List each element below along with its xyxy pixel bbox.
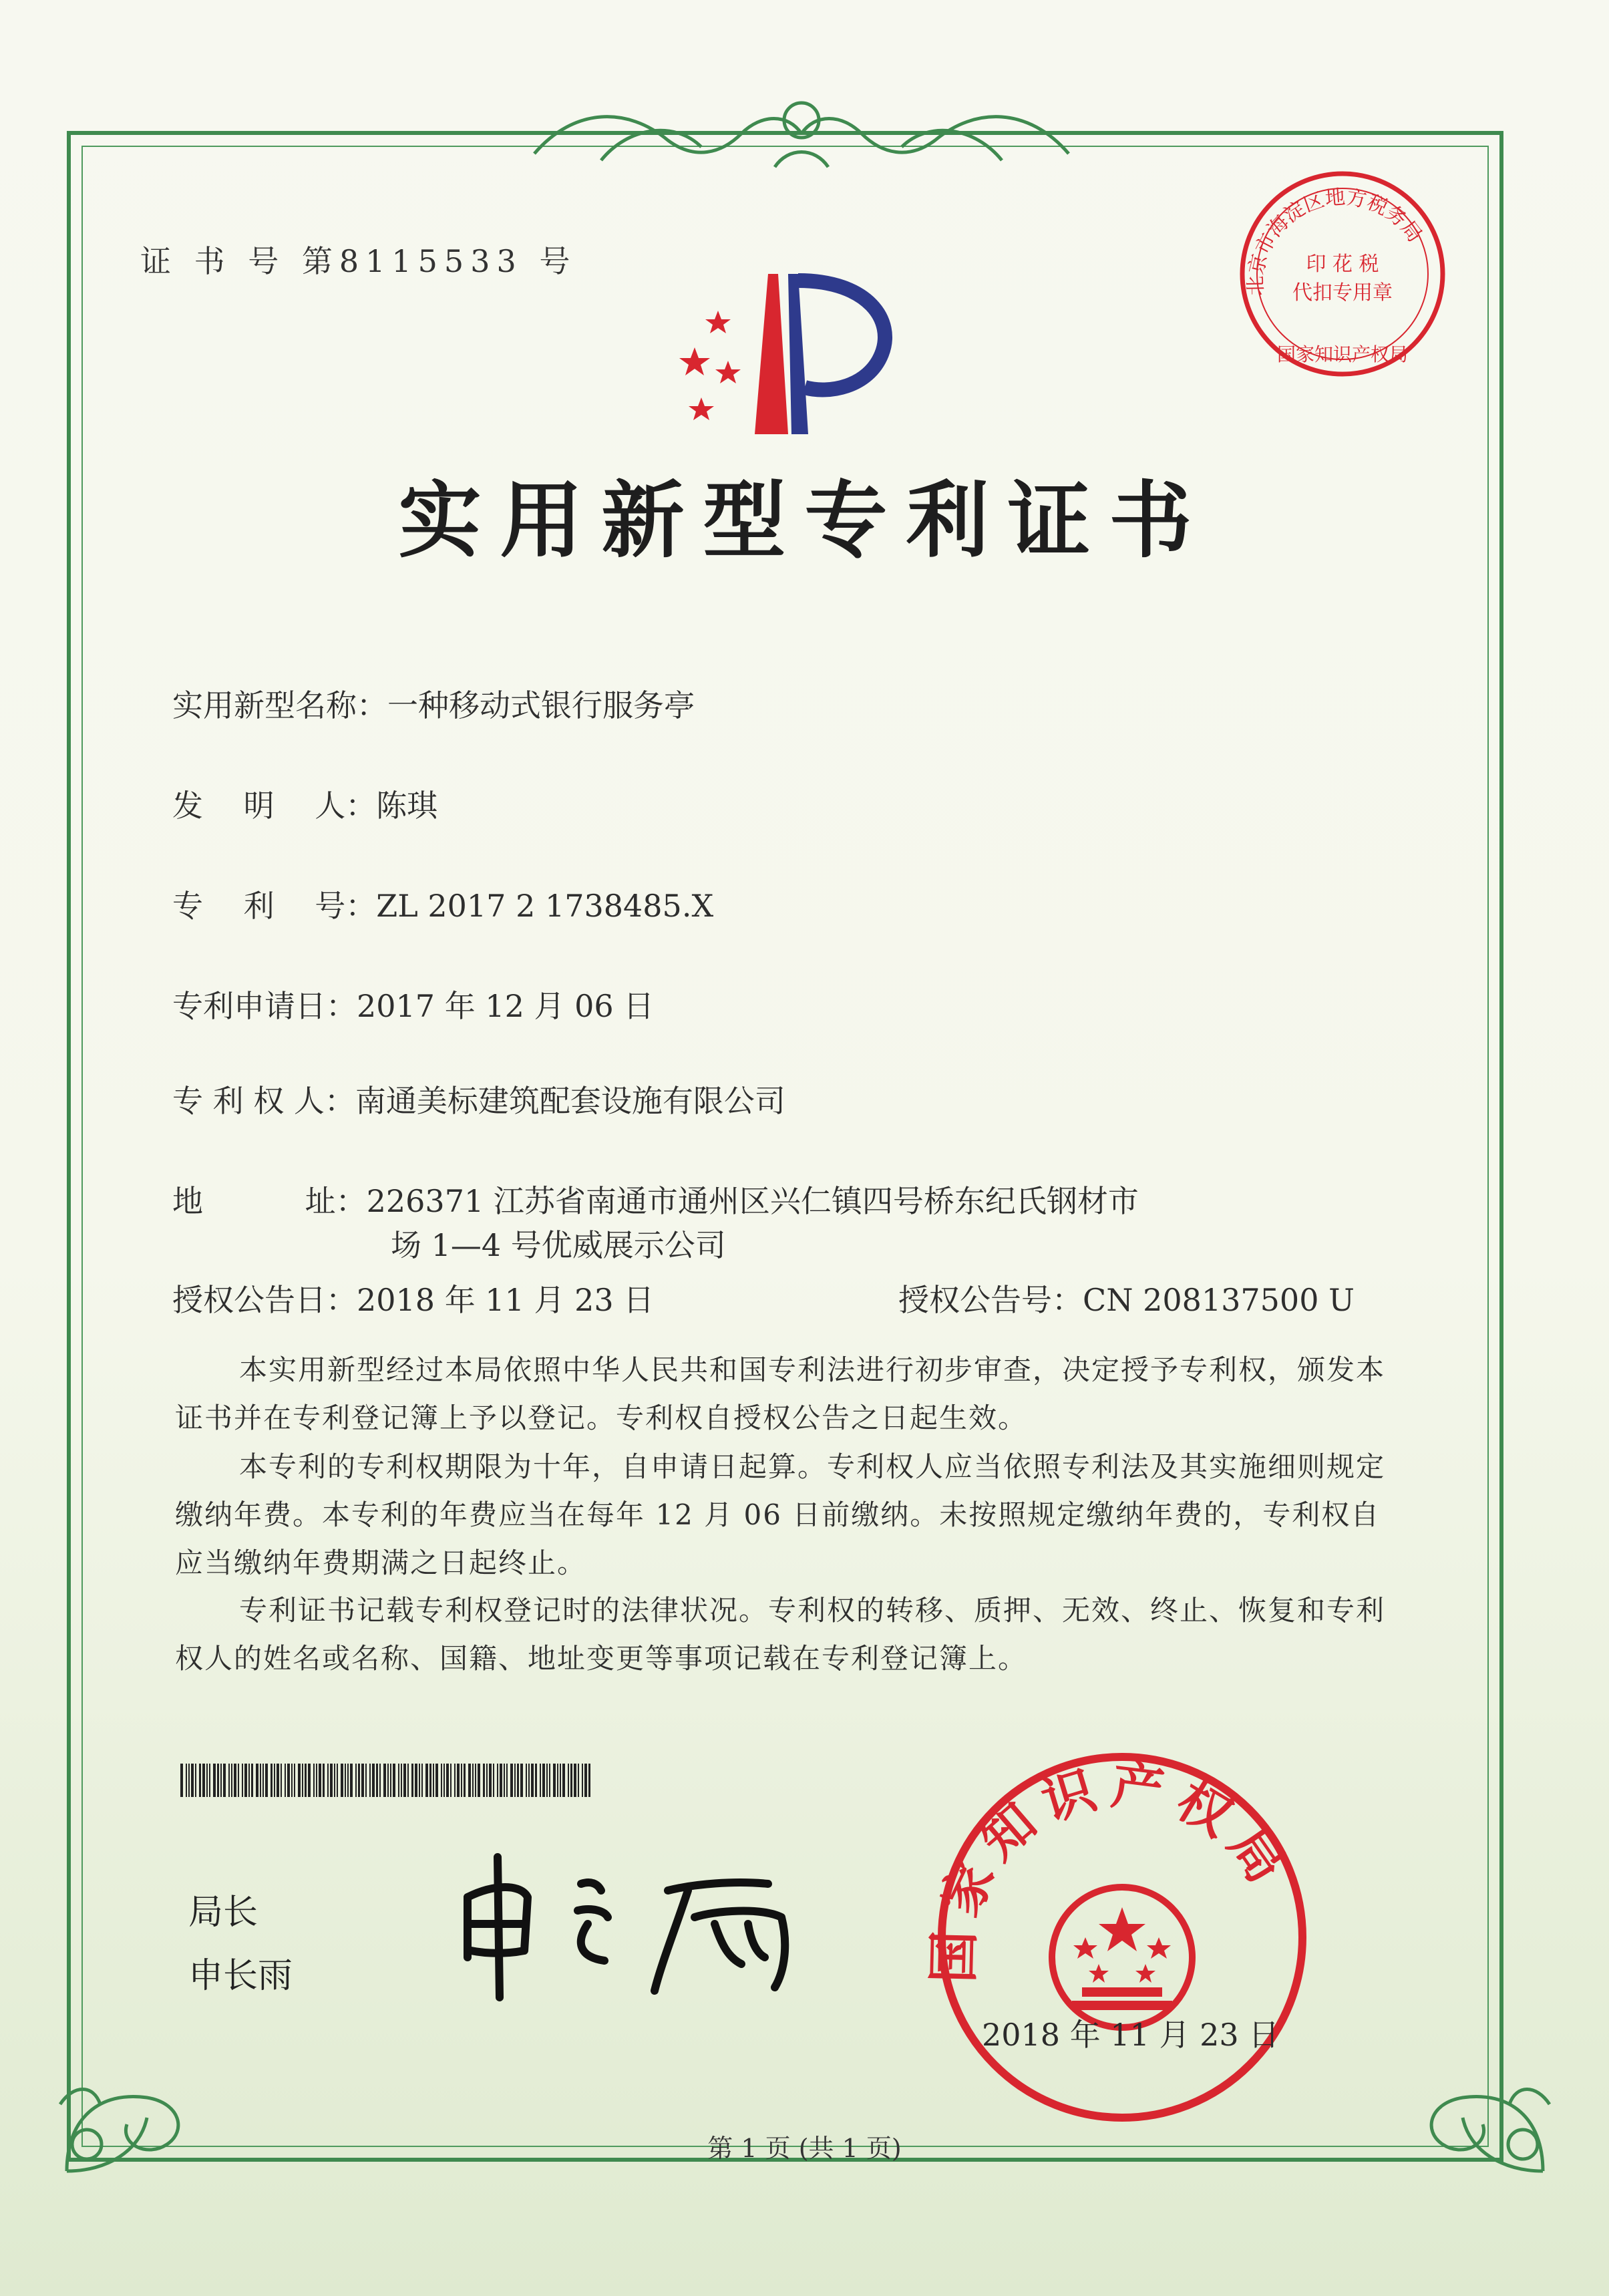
field-value: 南通美标建筑配套设施有限公司 bbox=[355, 1083, 785, 1119]
field-inventor bbox=[172, 782, 437, 826]
signature-icon bbox=[448, 1844, 822, 2004]
field-value: 2017 年 12 月 06 日 bbox=[357, 988, 655, 1024]
page-number: 第 1 页 (共 1 页) bbox=[707, 2134, 902, 2163]
bottom-right-ornament-icon bbox=[1396, 2024, 1563, 2191]
field-value: 陈琪 bbox=[376, 788, 438, 824]
paragraph-2: 本专利的专利权期限为十年，自申请日起算。专利权人应当依照专利法及其实施细则规定缴纳年费。本专利的年费应当在每年 12 月 06 日前缴纳。未按照规定缴纳年费的，专利权自应当缴纳年费期满之日起终止。 bbox=[175, 1450, 1386, 1579]
tax-stamp-center-line1: 印 花 税 bbox=[1306, 253, 1379, 276]
field-label: 专利申请日： bbox=[172, 988, 357, 1024]
paragraph-3: 专利证书记载专利权登记时的法律状况。专利权的转移、质押、无效、终止、恢复和专利权人的姓名或名称、国籍、地址变更等事项记载在专利登记簿上。 bbox=[175, 1594, 1386, 1675]
certificate-number: 证 书 号 第8115533 号 bbox=[140, 243, 577, 279]
field-patentee bbox=[172, 1077, 785, 1121]
field-label: 实用新型名称： bbox=[172, 687, 387, 723]
field-value: 一种移动式银行服务亭 bbox=[387, 687, 695, 723]
field-grant-date bbox=[172, 1276, 654, 1320]
bottom-left-ornament-icon bbox=[47, 2024, 214, 2191]
tax-stamp-icon bbox=[1229, 160, 1456, 387]
field-label: 发 明 人： bbox=[172, 788, 377, 824]
field-filing-date bbox=[172, 982, 654, 1026]
tax-stamp-bottom-text: 国家知识产权局 bbox=[1276, 343, 1409, 365]
tax-stamp-ring-text: 北京市海淀区地方税务局 bbox=[1244, 185, 1427, 297]
official-seal-icon bbox=[922, 1737, 1322, 2138]
field-label: 专 利 号： bbox=[172, 888, 377, 924]
top-ornament-icon bbox=[521, 80, 1082, 180]
field-value: 226371 江苏省南通市通州区兴仁镇四号桥东纪氏钢材市 bbox=[366, 1183, 1139, 1219]
field-value: ZL 2017 2 1738485.X bbox=[376, 888, 714, 924]
field-address-line2: 场 1—4 号优威展示公司 bbox=[391, 1227, 726, 1263]
signer-title: 局长 bbox=[188, 1893, 258, 1933]
field-grant-number bbox=[898, 1276, 1355, 1320]
field-address bbox=[172, 1177, 1139, 1221]
field-value: CN 208137500 U bbox=[1083, 1282, 1355, 1318]
field-label: 授权公告号： bbox=[898, 1282, 1083, 1318]
patent-office-logo-icon bbox=[655, 247, 922, 448]
tax-stamp-center-line2: 代扣专用章 bbox=[1292, 281, 1393, 305]
field-label: 地 址： bbox=[172, 1183, 367, 1219]
field-label: 授权公告日： bbox=[172, 1282, 357, 1318]
field-utility-model-name bbox=[172, 681, 695, 725]
certificate-title: 实用新型专利证书 bbox=[398, 472, 1211, 569]
svg-text:国家知识产权局 bbox=[924, 1756, 1302, 1984]
paragraph-1: 本实用新型经过本局依照中华人民共和国专利法进行初步审查，决定授予专利权，颁发本证书并在专利登记簿上予以登记。专利权自授权公告之日起生效。 bbox=[175, 1353, 1386, 1434]
field-value: 2018 年 11 月 23 日 bbox=[357, 1282, 655, 1318]
signer-name: 申长雨 bbox=[188, 1956, 293, 1996]
field-patent-number bbox=[172, 882, 713, 926]
seal-ring-text: 国家知识产权局 bbox=[923, 1755, 1302, 1984]
field-label: 专 利 权 人： bbox=[172, 1083, 355, 1119]
barcode-icon bbox=[180, 1764, 594, 1797]
seal-date: 2018 年 11 月 23 日 bbox=[982, 2017, 1280, 2053]
